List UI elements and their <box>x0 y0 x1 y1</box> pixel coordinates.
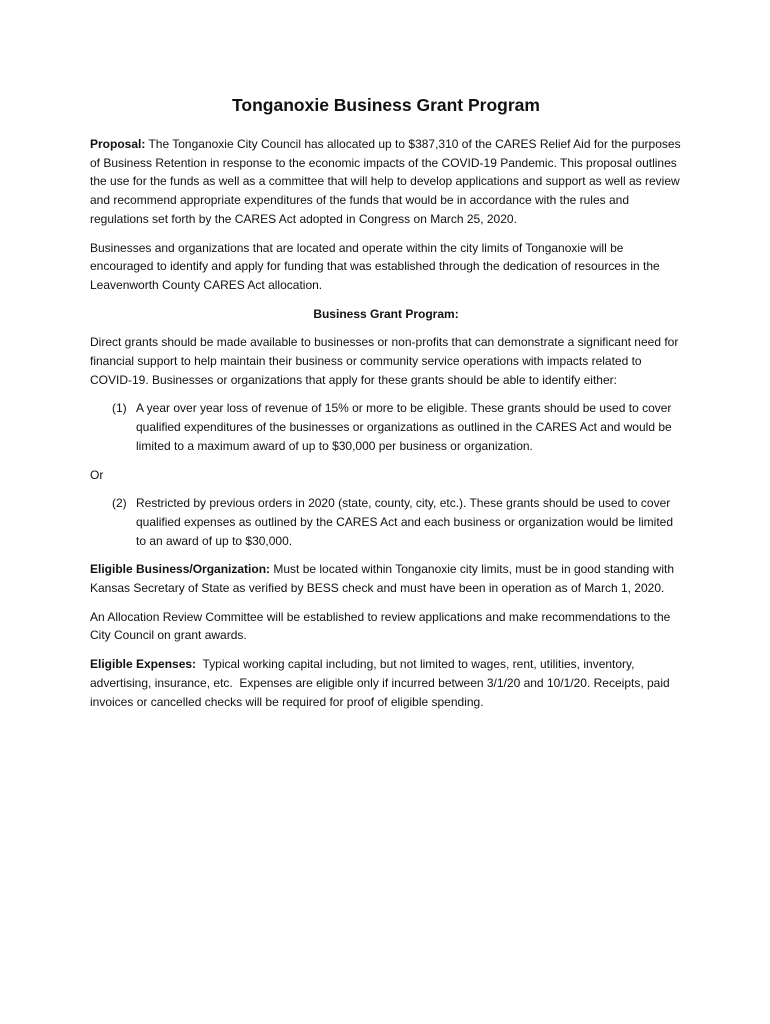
eligible-expenses-label: Eligible Expenses: <box>90 657 197 672</box>
proposal-text: The Tonganoxie City Council has allocated up to $387,310 of the CARES Relief Aid for the purposes of Business Retention in response to the economic impacts of the COVID-19 Pandemic. This proposal outlines the use for the funds as well as a committee that will help to develop applications and support as well as review and recommend appropriate expenditures of the funds that would be in accordance with the rules and regulations set forth by the CARES Act adopted in Congress on March 25, 2020. <box>90 137 681 226</box>
proposal-paragraph <box>90 135 682 229</box>
criteria-text: Restricted by previous orders in 2020 (state, county, city, etc.). These grants should be used to cover qualified expenses as outlined by the CARES Act and each business or organization would be limited to an award of up to $30,000. <box>136 496 673 548</box>
eligible-expenses-paragraph <box>90 655 682 711</box>
document-page <box>90 94 682 721</box>
criteria-number: (2) <box>112 496 127 511</box>
program-heading: Business Grant Program: <box>313 306 459 321</box>
eligible-business-text: Must be located within Tonganoxie city limits, must be in good standing with Kansas Secretary of State as verified by BESS check and must have been in operation as of March 1, 2020. <box>90 562 675 596</box>
criteria-item-2 <box>90 494 682 550</box>
direct-grants-paragraph: Direct grants should be made available to businesses or non-profits that can demonstrate a significant need for financial support to help maintain their business or community service operations with impacts related to COVID-19. Businesses or organizations that apply for these grants should be able to identify either: <box>90 335 679 387</box>
criteria-text: A year over year loss of revenue of 15% or more to be eligible. These grants should be used to cover qualified expenditures of the businesses or organizations as outlined in the CARES Act and would be limited to a maximum award of up to $30,000 per business or organization. <box>136 401 672 453</box>
document-title: Tonganoxie Business Grant Program <box>232 95 540 115</box>
proposal-label: Proposal: <box>90 137 146 151</box>
criteria-number: (1) <box>112 401 127 416</box>
committee-paragraph: An Allocation Review Committee will be established to review applications and make recommendations to the City Council on grant awards. <box>90 609 671 643</box>
eligible-expenses-text: Typical working capital including, but not limited to wages, rent, utilities, inventory, advertising, insurance, etc. Expenses are eligible only if incurred between 3/1/20 and 10/1/20. Receipts, paid invoices or cancelled checks will be required for proof of eligible spending. <box>90 657 674 709</box>
criteria-item-1 <box>90 399 682 455</box>
eligible-business-paragraph <box>90 560 682 597</box>
or-separator: Or <box>90 467 104 482</box>
eligible-business-label: Eligible Business/Organization: <box>90 562 271 577</box>
businesses-paragraph: Businesses and organizations that are located and operate within the city limits of Tonganoxie will be encouraged to identify and apply for funding that was established through the dedication of resources in the Leavenworth County CARES Act allocation. <box>90 240 660 292</box>
